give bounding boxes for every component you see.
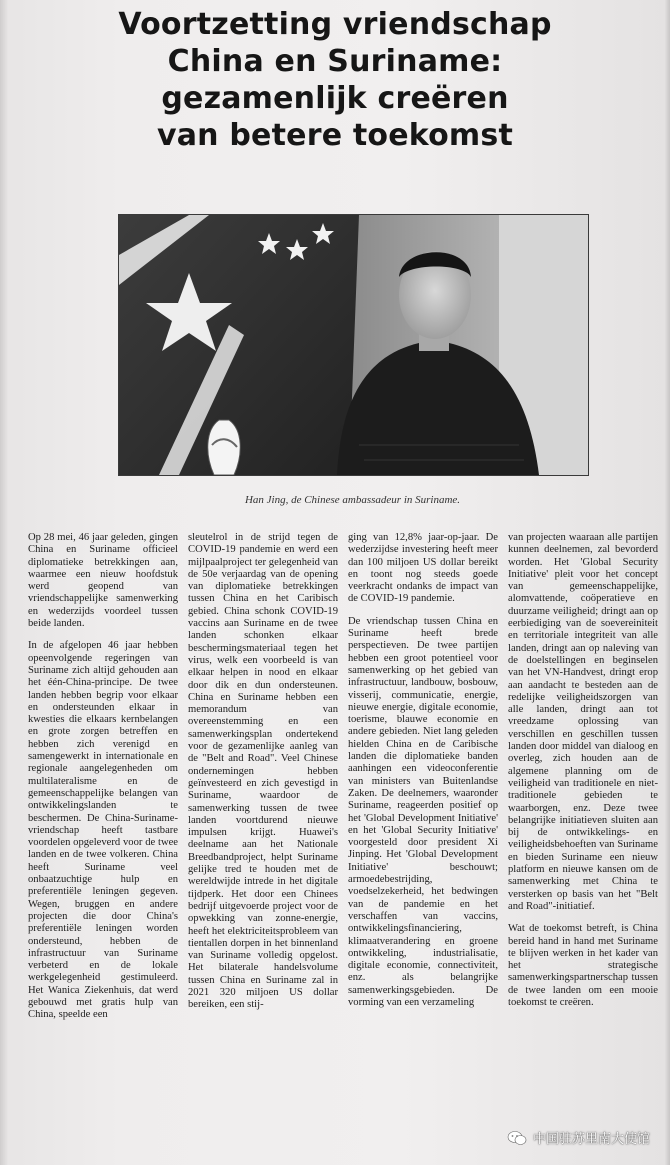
page-right-edge bbox=[664, 0, 670, 1165]
ambassador-photo bbox=[118, 214, 589, 476]
headline-line-1: Voortzetting vriendschap bbox=[118, 7, 552, 42]
paragraph: van projecten waaraan alle partijen kunnen deelnemen, zal bevorderd worden. Het 'Global Security Initiative' pleit voor het concept van gemeenschappelijke, alomvattende, coöperatieve en duurzame veiligheid; dringt aan op eerbiediging van de soevereiniteit en territoriale integriteit van alle landen, dringt aan op naleving van de doelstellingen en beginselen van het VN-Handvest, dringt erop aan aandacht te besteden aan de redelijke veiligheidszorgen van alle landen, dringt aan tot vreedzame oplossing van verschillen en geschillen tussen landen door middel van dialoog en overleg, zich houden aan de algemene planning om de veiligheid van traditionele en niet-traditionele gebieden te waarborgen, enz. Deze twee belangrijke initiatieven sluiten aan bij de ontwikkelings- en veiligheidsbehoeften van Suriname en bieden Suriname een nieuw platform en nieuwe kansen om de samenwerking met China te versterken op basis van het "Belt and Road"-initiatief. bbox=[508, 532, 658, 912]
headline-line-4: van betere toekomst bbox=[156, 118, 513, 153]
article-headline bbox=[40, 6, 630, 154]
article-column-4 bbox=[508, 532, 658, 1132]
watermark-text: 中国驻苏里南大使馆 bbox=[532, 1132, 650, 1147]
paragraph: Wat de toekomst betreft, is China bereid hand in hand met Suriname te blijven werken in het kader van het strategische samenwerkingspartnerschap tussen de twee landen om een mooie toekomst te creëren. bbox=[508, 923, 658, 1008]
wechat-icon bbox=[507, 1130, 527, 1146]
wechat-watermark bbox=[507, 1128, 650, 1147]
article-column-1 bbox=[28, 532, 178, 1132]
photo-illustration bbox=[119, 215, 588, 475]
article-column-3 bbox=[348, 532, 498, 1132]
page-left-edge bbox=[0, 0, 8, 1165]
article-column-2 bbox=[188, 532, 338, 1132]
paragraph: sleutelrol in de strijd tegen de COVID-19 pandemie en werd een mijlpaalproject ter gelegenheid van de 50e verjaardag van de opening van diplomatieke betrekkingen tussen China en het Caribisch gebied. China schonk COVID-19 vaccins aan Suriname en de twee landen schonken elkaar beschermingsmateriaal tegen het virus, welk een voorbeeld is van elkaar helpen in nood en elkaar door dik en dun ondersteunen. China en Suriname hebben een memorandum van overeenstemming en een samenwerkingsplan ondertekend voor de gezamenlijke aanleg van de "Belt and Road". Veel Chinese ondernemingen hebben geïnvesteerd en zich gevestigd in Suriname, waardoor de samenwerking tussen de twee landen voortdurend nieuwe impulsen krijgt. Huawei's deelname aan het Nationale Breedbandproject, helpt Suriname gelijke tred te houden met de wereldwijde intrede in het digitale tijdperk. Het door een Chinees bedrijf uitgevoerde project voor de opwekking van zonne-energie, heeft het elektriciteitsprobleem van tientallen dorpen in het binnenland van Suriname volledig opgelost. Het bilaterale handelsvolume tussen China en Suriname zal in 2021 320 miljoen US dollar bereiken, een stij- bbox=[188, 532, 338, 1011]
vase-icon bbox=[208, 420, 240, 475]
photo-caption: Han Jing, de Chinese ambassadeur in Suriname. bbox=[244, 494, 461, 506]
article-body bbox=[28, 532, 658, 1132]
headline-line-2: China en Suriname: bbox=[167, 44, 503, 79]
paragraph: De vriendschap tussen China en Suriname heeft brede perspectieven. De twee partijen hebben een groot potentieel voor samenwerking op het gebied van infrastructuur, landbouw, bosbouw, visserij, communicatie, energie, nieuwe energie, digitale economie, toerisme, blauwe economie en andere gebieden. Niet lang geleden hielden China en de Caribische landen die diplomatieke banden aanhingen een videoconferentie van ministers van Buitenlandse Zaken. De deelnemers, waaronder Suriname, reageerden positief op het 'Global Development Initiative' en het 'Global Security Initiative' voorgesteld door president Xi Jinping. Het 'Global Development Initiative' beschouwt; armoedebestrijding, voedselzekerheid, het bedwingen van de pandemie en het verschaffen van vaccins, ontwikkelingsfinanciering, klimaatverandering en groene ontwikkeling, industrialisatie, digitale economie, connectiviteit, enz. als belangrijke samenwerkingsgebieden. De vorming van een verzameling bbox=[348, 615, 498, 1008]
paragraph: ging van 12,8% jaar-op-jaar. De wederzijdse investering heeft meer dan 100 miljoen US dollar bereikt en toont nog steeds goede veerkracht ondanks de impact van de COVID-19 pandemie. bbox=[348, 532, 498, 605]
paragraph: In de afgelopen 46 jaar hebben opeenvolgende regeringen van Suriname zich altijd gehouden aan het één-China-principe. De twee landen hebben begrip voor elkaar en ondersteunden elkaar in kwesties die elkaars kernbelangen en grote zorgen betreffen en hebben zich verenigd en samengewerkt in internationale en regionale aangelegenheden om multilateralisme en de gemeenschappelijke belangen van ontwikkelingslanden te beschermen. De China-Suriname-vriendschap heeft tastbare voordelen opgeleverd voor de twee landen en de twee volkeren. China heeft Suriname veel onbaatzuchtige hulp en preferentiële leningen gegeven. Wegen, bruggen en andere projecten die door China's preferentiële leningen worden ondersteund, hebben de infrastructuur van Suriname verbeterd en de lokale werkgelegenheid gestimuleerd. Het Wanica Ziekenhuis, dat werd gebouwd met gratis hulp van China, speelde een bbox=[28, 640, 178, 1021]
headline-line-3: gezamenlijk creëren bbox=[161, 81, 509, 116]
paragraph: Op 28 mei, 46 jaar geleden, gingen China en Suriname officieel diplomatieke betrekkingen aan, waarmee een nieuw hoofdstuk werd geopend van vriendschappelijke samenwerking en wederzijds voordeel tussen beide landen. bbox=[28, 532, 178, 630]
